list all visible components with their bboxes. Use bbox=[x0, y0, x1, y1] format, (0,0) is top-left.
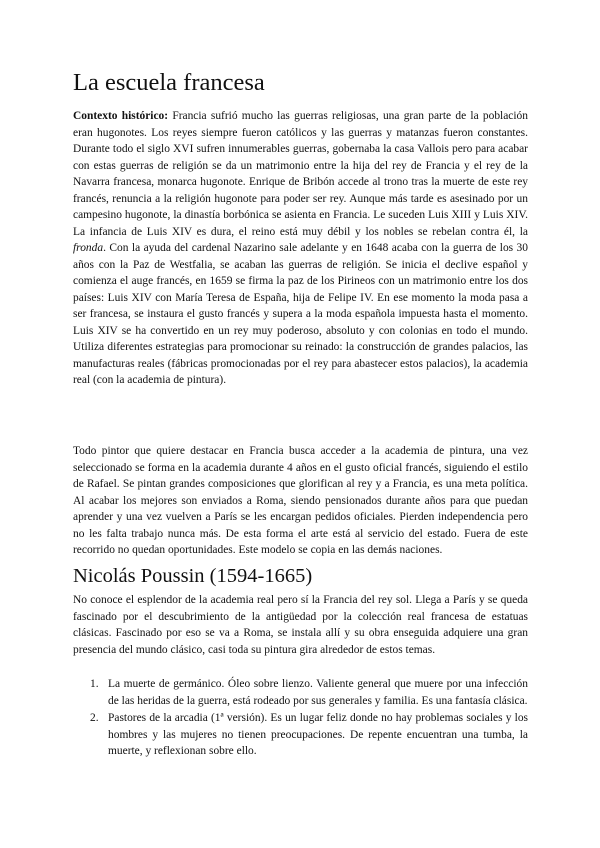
context-label: Contexto histórico: bbox=[73, 110, 169, 122]
poussin-intro-paragraph: No conoce el esplendor de la academia real pero sí la Francia del rey sol. Llega a París y se queda fascinado por el descubrimiento de la antigüedad por la colección real francesa de estatuas clásicas. Fascinado por eso se va a Roma, se instala allí y su obra enseguida adquiere una gran presencia del mundo clásico, casi toda su pintura gira alrededor de estos temas. bbox=[73, 594, 528, 656]
page-title: La escuela francesa bbox=[73, 69, 265, 96]
fronda-term: fronda bbox=[73, 242, 104, 254]
list-item-number: 2. bbox=[90, 712, 99, 724]
list-item bbox=[73, 676, 528, 709]
historical-context-paragraph bbox=[73, 108, 528, 389]
context-text-part-1: Francia sufrió mucho las guerras religiosas, una gran parte de la población eran hugonotes. Los reyes siempre fueron católicos y las guerras y matanzas fueron constantes. Durante todo el siglo XVI sufren innumerables guerras, gobernaba la casa Vallois pero para acabar con estas guerras de religión se da un matrimonio entre la hija del rey de Francia y el rey de la Navarra francesa, monarca hugonote. Enrique de Bribón accede al trono tras la muerte de este rey francés, renuncia a la religión hugonote para poder ser rey. Aunque más tarde es asesinado por un campesino hugonote, la dinastía borbónica se asienta en Francia. Le suceden Luis XIII y Luis XIV. La infancia de Luis XIV es dura, el reino está muy débil y los nobles se rebelan contra él, la bbox=[73, 110, 528, 238]
list-item-text: La muerte de germánico. Óleo sobre lienzo. Valiente general que muere por una infección de las heridas de la guerra, está rodeado por sus generales y familia. Es una fantasía clásica. bbox=[108, 678, 528, 707]
section-heading-poussin: Nicolás Poussin (1594-1665) bbox=[73, 565, 313, 587]
works-list bbox=[73, 676, 528, 760]
academy-paragraph: Todo pintor que quiere destacar en Francia busca acceder a la academia de pintura, una vez seleccionado se forma en la academia durante 4 años en el gusto oficial francés, siguiendo el estilo de Rafael. Se pintan grandes composiciones que glorifican al rey y a Francia, es una meta política. Al acabar los mejores son enviados a Roma, siendo pensionados durante años para que puedan aprender y una vez vuelven a París se les encargan pedidos oficiales. Pierden independencia pero no les falta trabajo nunca más. De esta forma el arte está al servicio del estado. Fuera de este recorrido no quedan oportunidades. Este modelo se copia en las demás naciones. bbox=[73, 445, 528, 556]
list-item-text: Pastores de la arcadia (1ª versión). Es un lugar feliz donde no hay problemas sociales y los hombres y las mujeres no tienen preocupaciones. De repente encuentran una tumba, la muerte, y reflexionan sobre ello. bbox=[108, 712, 528, 757]
context-text-part-2: . Con la ayuda del cardenal Nazarino sale adelante y en 1648 acaba con la guerra de los 30 años con la Paz de Westfalia, se acaban las guerras de religión. Se inicia el declive español y comienza el auge francés, en 1659 se firma la paz de los Pirineos con un matrimonio entre los dos países: Luis XIV con María Teresa de España, hija de Felipe IV. En ese momento la moda pasa a ser francesa, se instaura el gusto francés y supera a la moda española impuesta hasta el momento. Luis XIV se ha convertido en un rey muy poderoso, absoluto y con colonias en todo el mundo. Utiliza diferentes estrategias para promocionar su reinado: la construcción de grandes palacios, las manufacturas reales (fábricas promocionadas por el rey para abastecer estos palacios), la academia real (con la academia de pintura). bbox=[73, 242, 528, 386]
list-item bbox=[73, 710, 528, 760]
list-item-number: 1. bbox=[90, 678, 99, 690]
